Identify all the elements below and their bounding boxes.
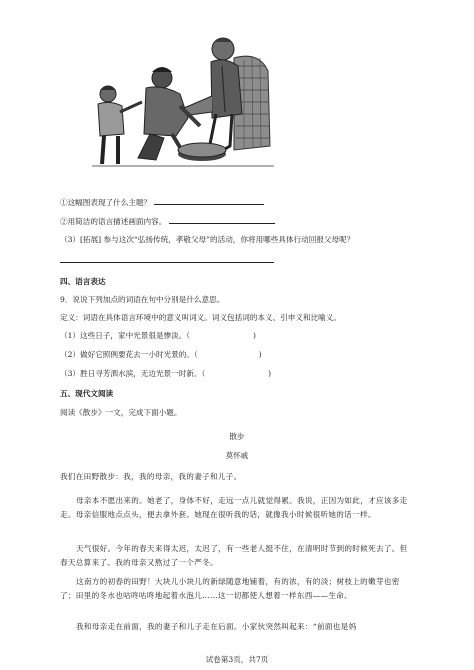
question-1-text: ①这幅图表现了什么主题？ [60,198,152,207]
question-3 [60,234,354,245]
item-1-closing: ) [252,331,256,340]
question-9-item-3 [60,368,271,379]
article-paragraph-5: 我和母亲走在前面，我的妻子和儿子走在后面。小家伙突然叫起来：“前面也是妈 [76,622,357,631]
answer-blank-2[interactable] [169,215,275,224]
answer-blank-3[interactable] [60,254,274,263]
answer-blank-1[interactable] [154,196,264,205]
article-title: 散步 [229,432,245,441]
question-3-text: （3）[拓展] 参与这次“弘扬传统，孝敬父母”的活动，你将用哪些具体行动回报父母呢？ [60,235,355,244]
question-9-definition: 定义：词语在具体语言环境中的意义叫词义。词义包括词的本义、引申义和比喻义。 [60,313,341,322]
question-3-answer-line [60,254,274,266]
item-1-text: （1）这些日子，家中光景很是惨淡。（ [60,331,191,340]
item-2-closing: ) [258,350,262,359]
section-5-intro: 阅读《散步》一文，完成下面小题。 [60,408,182,417]
question-9-item-1 [60,330,256,341]
question-9-prompt: 9．说说下列加点的词语在句中分别是什么意思。 [60,295,225,304]
article-paragraph-1: 我们在田野散步：我，我的母亲，我的妻子和儿子。 [60,472,242,481]
family-foot-washing-illustration [84,26,276,176]
section-4-heading: 四、语言表达 [60,277,106,286]
page-footer: 试卷第3页，共7页 [205,655,269,664]
question-9-item-2 [60,349,262,360]
question-2 [60,215,275,227]
article-paragraph-3: 天气很好。今年的春天来得太迟，太迟了，有一些老人挺不住，在清明时节到的时候死去了。但春天总算来了。我的母亲又熬过了一个严冬。 [60,544,408,567]
question-2-text: ②用简洁的语言描述画面内容。 [60,217,167,226]
section-5-heading: 五、现代文阅读 [60,389,114,398]
article-paragraph-4: 这南方的初春的田野！大块儿小块儿的新绿随意地铺着，有的浓，有的淡；树枝上的嫩芽也密了；田里的冬水也咕咚咕咚地起着水泡儿……这一切都使人想着一样东西——生命。 [60,577,400,600]
article-paragraph-2: 母亲本不愿出来的。她老了，身体不好，走远一点儿就觉得累。我说，正因为如此，才应该多走走。母亲信服地点点头，便去拿外套。她现在很听我的话，就像我小时候很听她的话一样。 [60,496,408,519]
item-2-text: （2）做好它照例要花去一小时光景的。（ [60,350,198,359]
item-3-text: （3）胜日寻芳泗水滨，无边光景一时新。（ [60,369,206,378]
question-1 [60,196,264,208]
item-3-closing: ) [268,369,272,378]
article-author: 莫怀戚 [225,451,249,460]
